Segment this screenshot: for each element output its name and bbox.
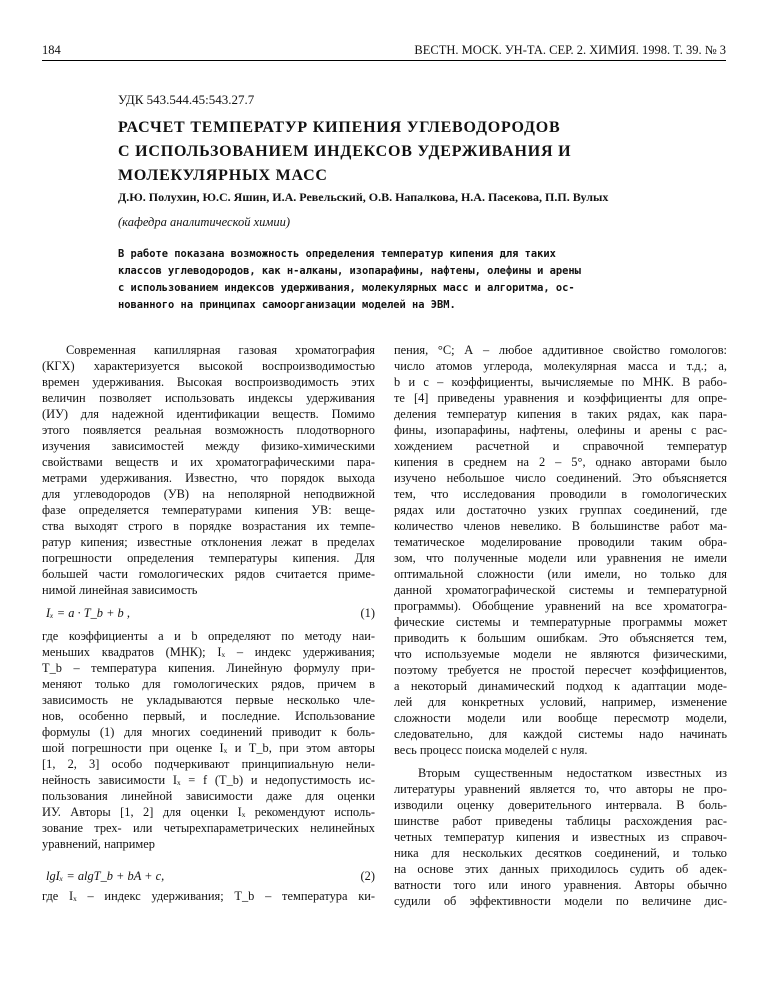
text-line: [1, 2, 3] особо подчеркивают принципиальную нели- xyxy=(42,757,375,771)
abstract-line: классов углеводородов, как н-алканы, изопарафины, нафтены, олефины и арены xyxy=(118,265,581,277)
text-line: этого появляется реальная возможность плодотворного xyxy=(42,423,375,437)
text-line: Вторым существенным недостатком известных из xyxy=(418,766,727,780)
author-list: Д.Ю. Полухин, Ю.С. Яшин, И.А. Ревельский, О.В. Напалкова, Н.А. Пасекова, П.П. Вулых xyxy=(118,190,609,204)
left-column xyxy=(42,342,375,904)
right-column xyxy=(394,342,727,909)
text-line: деления температур кипения в таких рядах, как пара- xyxy=(394,407,727,421)
text-line: меньших квадратов (МНК); Iₓ – индекс удерживания; xyxy=(42,645,375,659)
text-line: меняют только для гомологических рядов, причем в xyxy=(42,677,375,691)
text-line: ника для нескольких десятков соединений, и только xyxy=(394,846,727,860)
text-line: погрешности определения температуры кипения. Для xyxy=(42,551,375,565)
body-paragraph xyxy=(394,342,727,758)
header-rule xyxy=(42,60,726,61)
text-line: изучения зависимостей между физико-химическими xyxy=(42,439,375,453)
text-line: приводить к большим ошибкам. Это объясняется тем, xyxy=(394,631,727,645)
text-line: число атомов углерода, молекулярная масса и т.д.; a, xyxy=(394,359,727,373)
text-line: Современная капиллярная газовая хроматография xyxy=(66,343,375,357)
text-line: кипения в среднем на 2 – 5°, однако авторами было xyxy=(394,455,727,469)
text-line: ратур кипения; известные отклонения лежат в пределах xyxy=(42,535,375,549)
text-line: следовательно, для каждой системы надо начинать xyxy=(394,727,727,741)
text-line: b и c – коэффициенты, вычисляемые по МНК. В рабо- xyxy=(394,375,727,389)
abstract-line: нованного на принципах самоорганизации моделей на ЭВМ. xyxy=(118,299,456,311)
text-line: зависимость не укладываются первые несколько чле- xyxy=(42,693,375,707)
text-line: шинстве работ приведены таблицы расхождения рас- xyxy=(394,814,727,828)
text-line: (КГХ) характеризуется высокой воспроизводимостью xyxy=(42,359,375,373)
text-line: тематическое моделирование проводили таким обра- xyxy=(394,535,727,549)
intro-paragraph xyxy=(42,342,375,598)
text-line: метрами удерживания. Известно, что порядок выхода xyxy=(42,471,375,485)
text-line: где Iₓ – индекс удерживания; T_b – температура ки- xyxy=(42,889,375,903)
text-line: судили об эффективности модели по величине дис- xyxy=(394,894,727,908)
udk-code: УДК 543.544.45:543.27.7 xyxy=(118,92,255,107)
journal-citation: ВЕСТН. МОСК. УН-ТА. СЕР. 2. ХИМИЯ. 1998. Т. 39. № 3 xyxy=(414,43,726,57)
body-paragraph xyxy=(394,765,727,909)
text-line: свойствами веществ и их хроматографическими пара- xyxy=(42,455,375,469)
equation-1 xyxy=(42,605,375,621)
text-line: программы). Обобщение уравнений на все хроматогра- xyxy=(394,599,727,613)
text-line: данной хроматографической системы и температурной xyxy=(394,583,727,597)
text-line: поэтому требуется не простой пересчет коэффициентов, xyxy=(394,663,727,677)
text-line: ватности того или иного уравнения. Авторы обычно xyxy=(394,878,727,892)
article-title xyxy=(118,116,678,188)
text-line: времен удерживания. Высокая воспроизводимость этих xyxy=(42,375,375,389)
text-line: весь процесс поиска моделей с нуля. xyxy=(394,743,588,757)
abstract-line: В работе показана возможность определения температур кипения для таких xyxy=(118,248,556,260)
text-line: зом, что полученные модели или уравнения не имели xyxy=(394,551,727,565)
equation-number: (2) xyxy=(360,869,375,883)
text-line: изводили оценку доверительного интервала. В боль- xyxy=(394,798,727,812)
text-line: фические системы и температурные программы может xyxy=(394,615,727,629)
text-line: уравнений, например xyxy=(42,837,155,851)
title-line: РАСЧЕТ ТЕМПЕРАТУР КИПЕНИЯ УГЛЕВОДОРОДОВ xyxy=(118,119,561,136)
text-line: тем, что исследования проводили в гомологических xyxy=(394,487,727,501)
text-line: шой погрешности при оценке Iₓ и T_b, при этом авторы xyxy=(42,741,375,755)
text-line: большей части гомологических рядов считается приме- xyxy=(42,567,375,581)
text-line: формулы (1) для многих соединений приводит к боль- xyxy=(42,725,375,739)
text-line: фины, изопарафины, нафтены, олефины и арены с рас- xyxy=(394,423,727,437)
text-line: величин позволяет использовать индексы удерживания xyxy=(42,391,375,405)
text-line: где коэффициенты a и b определяют по методу наи- xyxy=(42,629,375,643)
page-number: 184 xyxy=(42,43,61,57)
text-line: (ИУ) для надежной идентификации веществ. Помимо xyxy=(42,407,375,421)
body-paragraph xyxy=(42,628,375,852)
text-line: нейность зависимости Iₓ = f (T_b) и недопустимость ис- xyxy=(42,773,375,787)
text-line: оптимальной сложности (или имели, но только для xyxy=(394,567,727,581)
text-line: литературы уравнений является то, что авторы не про- xyxy=(394,782,727,796)
title-line: МОЛЕКУЛЯРНЫХ МАСС xyxy=(118,167,328,184)
text-line: а некоторый динамический подход к адаптации моде- xyxy=(394,679,727,693)
equation-number: (1) xyxy=(360,606,375,620)
abstract xyxy=(118,246,658,314)
text-line: нимой линейная зависимость xyxy=(42,583,198,597)
text-line: изучено небольшое число соединений. Это объясняется xyxy=(394,471,727,485)
text-line: сложности модели или вообще пересмотр модели, xyxy=(394,711,727,725)
title-line: С ИСПОЛЬЗОВАНИЕМ ИНДЕКСОВ УДЕРЖИВАНИЯ И xyxy=(118,143,572,160)
text-line: количество членов невелико. В большинстве работ ма- xyxy=(394,519,727,533)
text-line: пения, °С; А – любое аддитивное свойство гомологов: xyxy=(394,343,727,357)
text-line: те [4] приведены уравнения и коэффициенты для опре- xyxy=(394,391,727,405)
affiliation: (кафедра аналитической химии) xyxy=(118,215,291,229)
equation-formula: lgIₓ = algT_b + bA + c, xyxy=(46,869,165,883)
text-line: лей для конкретных условий, например, изменение xyxy=(394,695,727,709)
text-line: на основе этих данных приходилось судить об адек- xyxy=(394,862,727,876)
text-line: четных температур кипения и известных из справоч- xyxy=(394,830,727,844)
text-line: зование трех- или четырехпараметрических нелинейных xyxy=(42,821,375,835)
text-line: ства выходят строго в порядке возрастания их темпе- xyxy=(42,519,375,533)
text-line: фазе определяется температурами кипения УВ: веще- xyxy=(42,503,375,517)
text-line: T_b – температура кипения. Линейную формулу при- xyxy=(42,661,375,675)
equation-2 xyxy=(42,868,375,884)
text-line: ИУ. Авторы [1, 2] для оценки Iₓ рекомендуют исполь- xyxy=(42,805,375,819)
text-line: хождением расчетной и справочной температур xyxy=(394,439,727,453)
text-line: нов, особенно первый, и последние. Использование xyxy=(42,709,375,723)
text-line: рядах или достаточно узких группах соединений, где xyxy=(394,503,727,517)
running-header xyxy=(42,38,726,58)
text-line: для углеводородов (УВ) на неполярной неподвижной xyxy=(42,487,375,501)
text-line: что используемые модели не являются физическими, xyxy=(394,647,727,661)
equation-formula: Iₓ = a · T_b + b , xyxy=(46,606,130,620)
text-line: пользования линейной зависимости даже для оценки xyxy=(42,789,375,803)
abstract-line: с использованием индексов удерживания, молекулярных масс и алгоритма, ос- xyxy=(118,282,575,294)
